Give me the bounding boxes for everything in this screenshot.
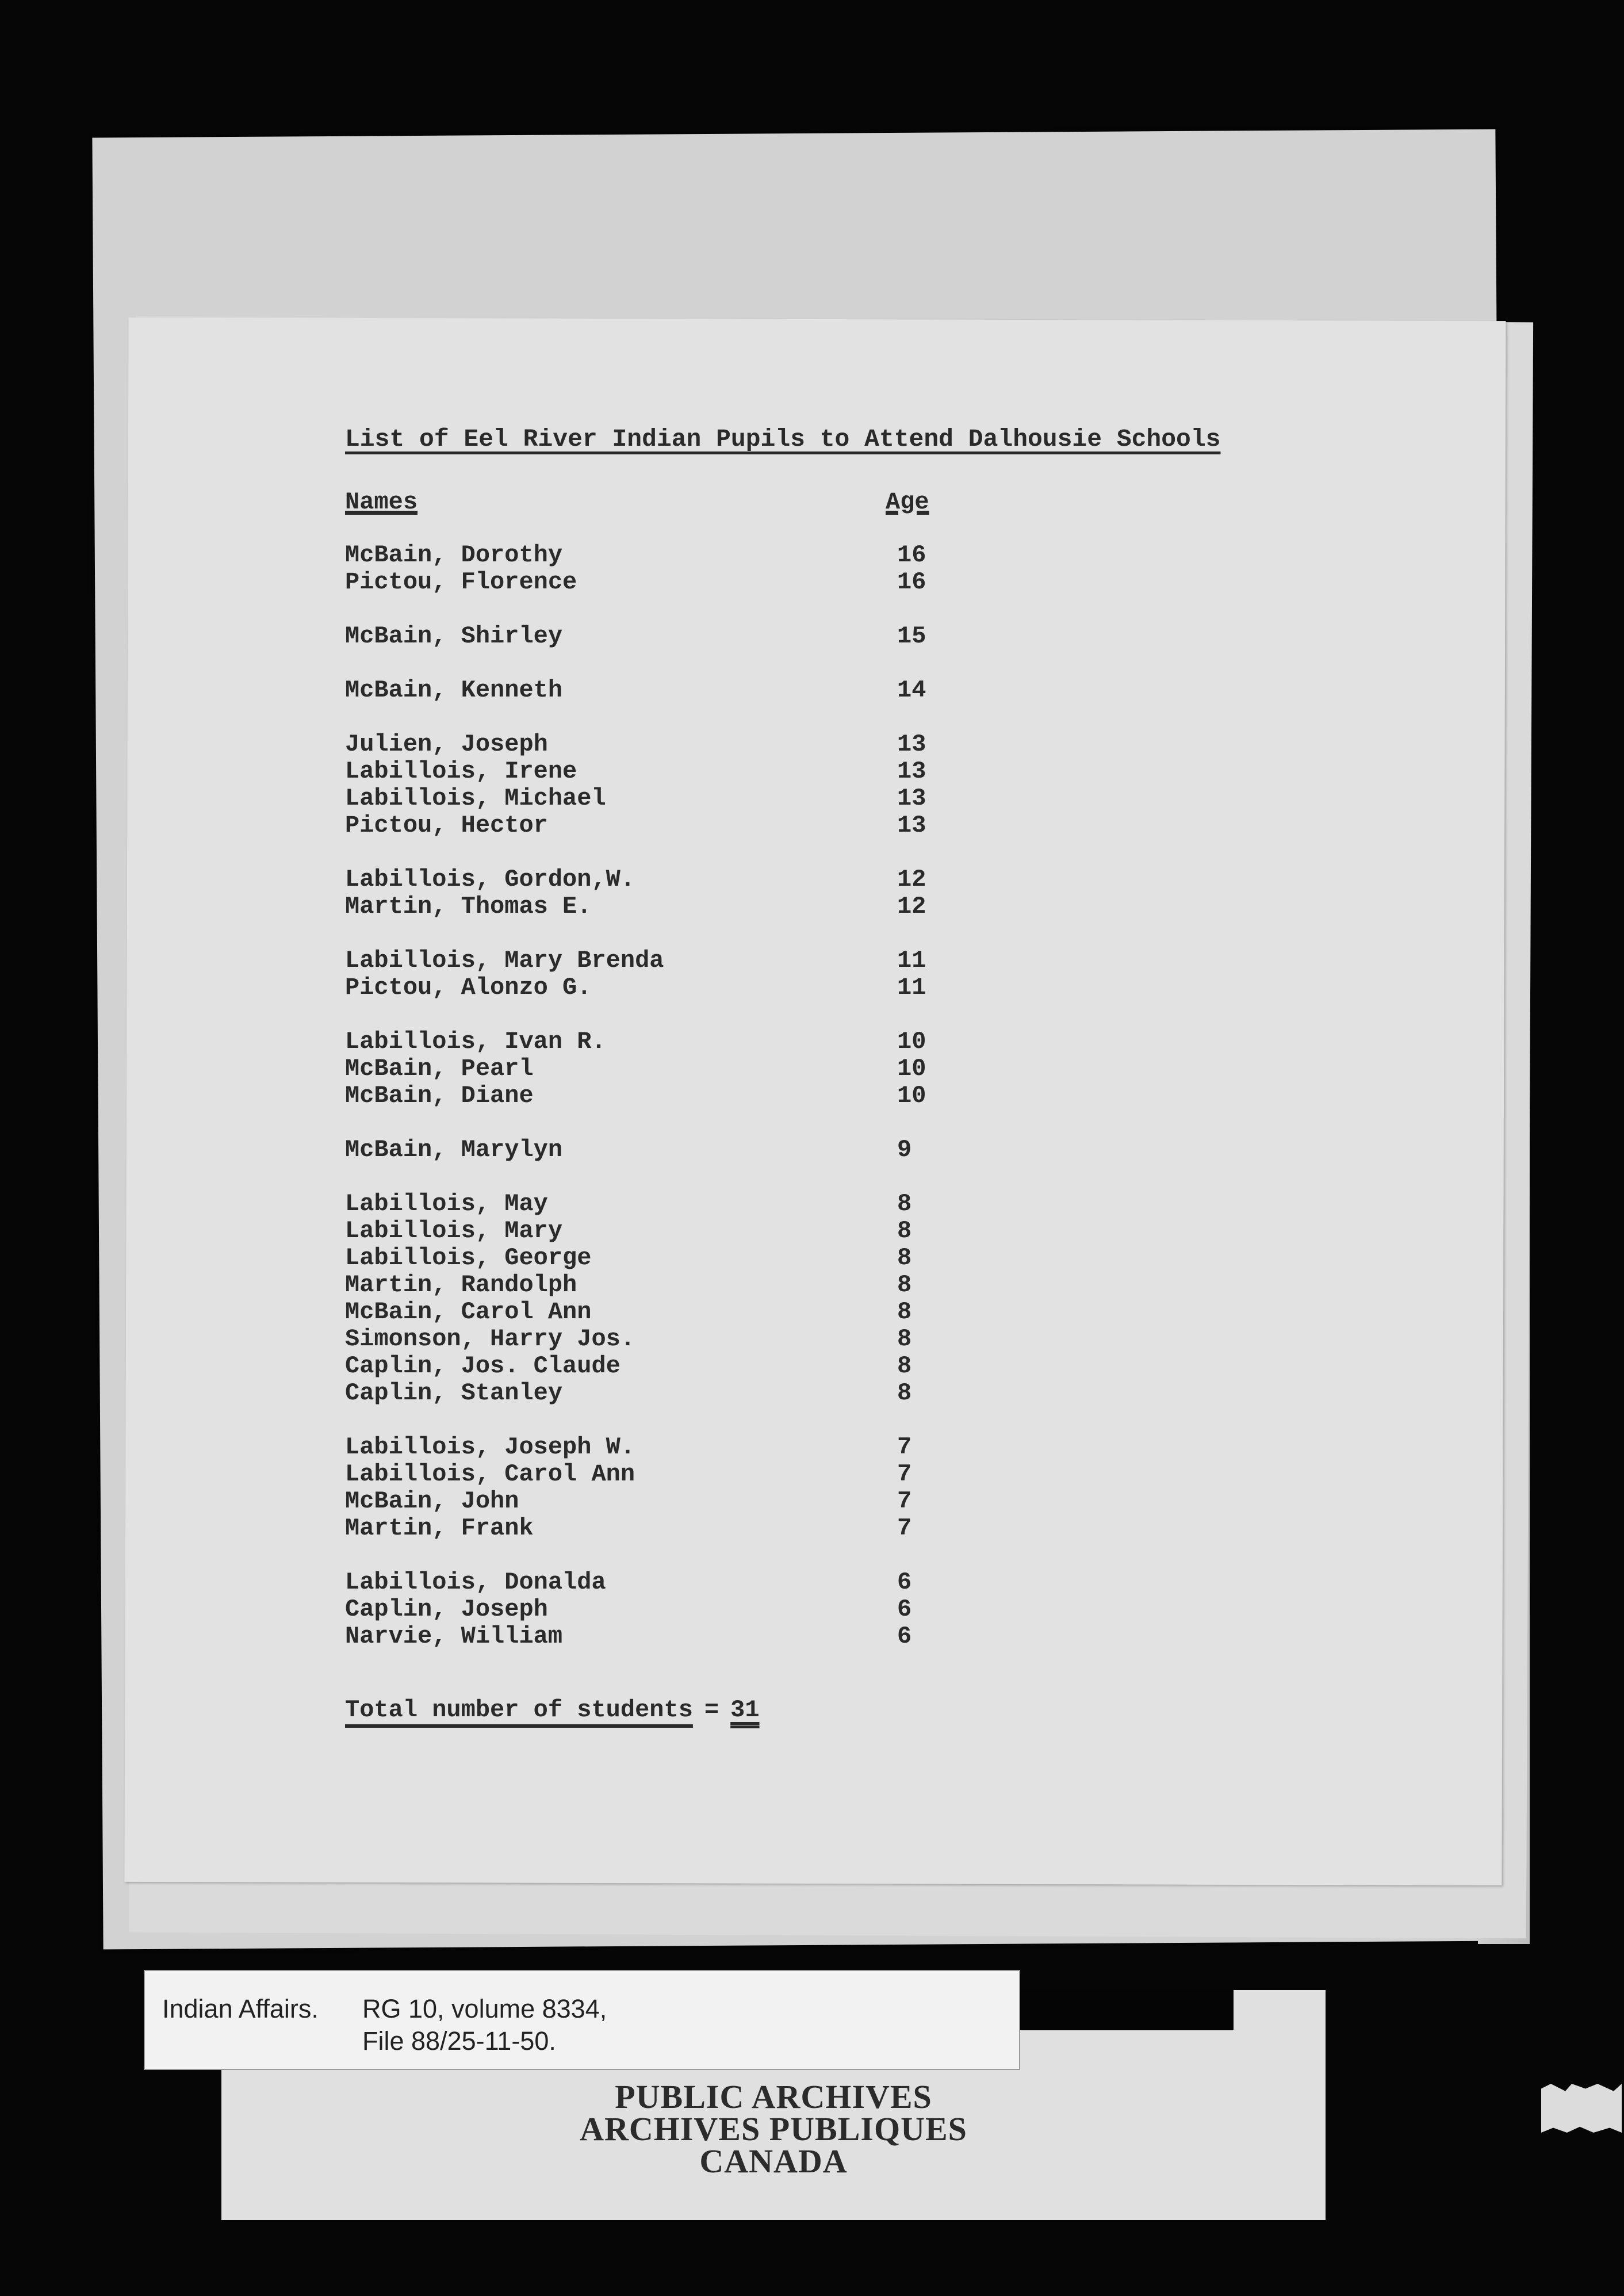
student-age: 13 — [897, 757, 926, 785]
student-row — [345, 1272, 978, 1299]
student-name: Martin, Frank — [345, 1514, 534, 1542]
archive-stamp-line: PUBLIC ARCHIVES — [615, 2078, 932, 2115]
archive-department: Indian Affairs. — [162, 1994, 319, 2023]
student-row — [345, 974, 978, 1001]
student-row — [345, 677, 978, 704]
student-age: 16 — [897, 541, 926, 569]
student-row — [345, 1191, 978, 1218]
archive-reference-line: RG 10, volume 8334, — [362, 1994, 607, 2023]
student-age: 12 — [897, 866, 926, 893]
age-column-header: Age — [886, 488, 929, 516]
student-age: 15 — [897, 622, 926, 650]
student-name: Narvie, William — [345, 1622, 563, 1650]
student-age: 9 — [897, 1136, 912, 1164]
student-row — [345, 1596, 978, 1623]
student-name: McBain, Kenneth — [345, 676, 563, 704]
student-age: 6 — [897, 1568, 912, 1596]
names-column-header: Names — [345, 488, 418, 516]
student-row — [345, 947, 978, 974]
student-age: 11 — [897, 974, 926, 1001]
student-row — [345, 1461, 978, 1488]
student-age: 7 — [897, 1514, 912, 1542]
student-name: Martin, Randolph — [345, 1271, 577, 1299]
student-name: Labillois, Michael — [345, 785, 606, 812]
student-age: 8 — [897, 1271, 912, 1299]
student-row — [345, 893, 978, 920]
total-students-line — [345, 1697, 760, 1724]
student-age: 10 — [897, 1082, 926, 1109]
student-age: 13 — [897, 730, 926, 758]
student-row — [345, 866, 978, 893]
student-age: 16 — [897, 568, 926, 596]
student-row — [345, 1082, 978, 1109]
student-age: 14 — [897, 676, 926, 704]
student-row — [345, 542, 978, 569]
archive-reference-label — [144, 1970, 1020, 2070]
student-group — [345, 947, 978, 1001]
student-row — [345, 1326, 978, 1353]
student-group — [345, 1434, 978, 1542]
student-name: Simonson, Harry Jos. — [345, 1325, 635, 1353]
student-row — [345, 731, 978, 758]
student-row — [345, 1055, 978, 1082]
student-age: 8 — [897, 1325, 912, 1353]
student-age: 8 — [897, 1379, 912, 1407]
student-name: Labillois, Ivan R. — [345, 1028, 606, 1055]
student-age: 13 — [897, 785, 926, 812]
student-name: Caplin, Joseph — [345, 1595, 548, 1623]
student-group — [345, 1191, 978, 1407]
student-name: Caplin, Stanley — [345, 1379, 563, 1407]
student-row — [345, 569, 978, 596]
student-row — [345, 758, 978, 785]
student-name: Labillois, Carol Ann — [345, 1460, 635, 1488]
student-age: 7 — [897, 1433, 912, 1461]
student-age: 8 — [897, 1352, 912, 1380]
student-group — [345, 623, 978, 650]
student-name: McBain, Diane — [345, 1082, 534, 1109]
student-row — [345, 1569, 978, 1596]
student-group — [345, 866, 978, 920]
student-age: 6 — [897, 1622, 912, 1650]
student-name: McBain, Shirley — [345, 622, 563, 650]
student-age: 12 — [897, 893, 926, 920]
student-name: Labillois, Donalda — [345, 1568, 606, 1596]
student-row — [345, 1623, 978, 1650]
archive-stamp — [221, 2078, 1326, 2180]
student-group — [345, 542, 978, 596]
student-name: McBain, Marylyn — [345, 1136, 563, 1164]
student-name: Labillois, Mary Brenda — [345, 947, 664, 974]
student-age: 7 — [897, 1460, 912, 1488]
document-title: List of Eel River Indian Pupils to Attend Dalhousie Schools — [345, 425, 1221, 453]
student-row — [345, 785, 978, 812]
archive-reference — [362, 1993, 607, 2057]
student-group — [345, 731, 978, 839]
student-age: 6 — [897, 1595, 912, 1623]
student-age: 7 — [897, 1487, 912, 1515]
student-name: Martin, Thomas E. — [345, 893, 592, 920]
student-name: Labillois, George — [345, 1244, 592, 1272]
student-row — [345, 1299, 978, 1326]
total-equals-sign: = — [704, 1696, 719, 1724]
student-age: 10 — [897, 1055, 926, 1082]
student-age: 8 — [897, 1298, 912, 1326]
student-name: Labillois, Irene — [345, 757, 577, 785]
student-row — [345, 1028, 978, 1055]
student-group — [345, 1136, 978, 1164]
student-row — [345, 1434, 978, 1461]
student-group — [345, 677, 978, 704]
archive-stamp-line: CANADA — [699, 2142, 848, 2180]
student-name: Caplin, Jos. Claude — [345, 1352, 621, 1380]
total-label: Total number of students — [345, 1696, 693, 1724]
student-name: Labillois, Gordon,W. — [345, 866, 635, 893]
student-name: Julien, Joseph — [345, 730, 548, 758]
student-age: 13 — [897, 812, 926, 839]
student-row — [345, 623, 978, 650]
student-name: Labillois, Mary — [345, 1217, 563, 1245]
student-name: Labillois, Joseph W. — [345, 1433, 635, 1461]
student-name: Labillois, May — [345, 1190, 548, 1218]
student-name: Pictou, Alonzo G. — [345, 974, 592, 1001]
student-group — [345, 1028, 978, 1109]
film-frame-marker — [1541, 2084, 1622, 2133]
student-age: 8 — [897, 1217, 912, 1245]
student-row — [345, 1380, 978, 1407]
student-row — [345, 812, 978, 839]
student-name: Pictou, Hector — [345, 812, 548, 839]
student-list — [345, 542, 978, 1677]
archive-reference-line: File 88/25-11-50. — [362, 2026, 556, 2056]
student-row — [345, 1515, 978, 1542]
student-name: Pictou, Florence — [345, 568, 577, 596]
student-name: McBain, John — [345, 1487, 519, 1515]
student-row — [345, 1136, 978, 1164]
student-row — [345, 1488, 978, 1515]
archive-stamp-line: ARCHIVES PUBLIQUES — [580, 2110, 967, 2148]
student-age: 8 — [897, 1244, 912, 1272]
total-value: 31 — [730, 1696, 760, 1724]
student-name: McBain, Dorothy — [345, 541, 563, 569]
student-group — [345, 1569, 978, 1650]
student-age: 11 — [897, 947, 926, 974]
student-row — [345, 1245, 978, 1272]
student-row — [345, 1218, 978, 1245]
student-name: McBain, Carol Ann — [345, 1298, 592, 1326]
student-age: 8 — [897, 1190, 912, 1218]
student-age: 10 — [897, 1028, 926, 1055]
student-name: McBain, Pearl — [345, 1055, 534, 1082]
student-row — [345, 1353, 978, 1380]
